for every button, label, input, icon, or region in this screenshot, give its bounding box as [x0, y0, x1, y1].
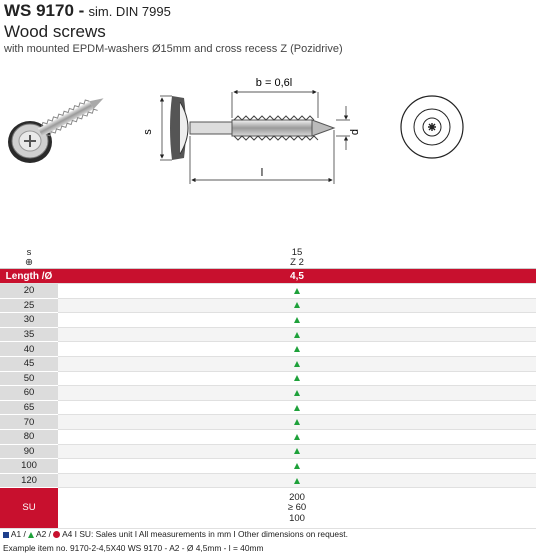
a2-available-icon [294, 317, 300, 323]
product-code: WS 9170 - [4, 1, 85, 20]
length-value: 60 [0, 386, 58, 401]
availability-cell [58, 459, 536, 474]
screw-photo [8, 92, 107, 163]
length-value: 65 [0, 400, 58, 415]
length-row [0, 429, 536, 444]
length-row [0, 386, 536, 401]
availability-cell [58, 356, 536, 371]
availability-cell [58, 415, 536, 430]
su-label: SU [0, 488, 58, 529]
legend-text: I SU: Sales unit I All measurements in mm I Other dimensions on request. [74, 529, 348, 539]
length-value: 100 [0, 459, 58, 474]
product-title: Wood screws [4, 22, 106, 41]
dim-l-label: l [260, 167, 264, 179]
length-row [0, 298, 536, 313]
legend-sep: / [23, 529, 26, 539]
length-row [0, 444, 536, 459]
s-symbol: s [26, 247, 32, 258]
length-row [0, 356, 536, 371]
length-row [0, 459, 536, 474]
screw-top-view [401, 96, 463, 158]
legend [3, 529, 348, 539]
a2-available-icon [294, 361, 300, 367]
availability-cell [58, 386, 536, 401]
availability-cell [58, 444, 536, 459]
su-values [58, 488, 536, 529]
a2-triangle-icon [28, 532, 34, 538]
a2-available-icon [294, 419, 300, 425]
legend-a2: A2 [35, 529, 47, 539]
a2-available-icon [294, 478, 300, 484]
length-value: 45 [0, 356, 58, 371]
header-row-drive [0, 258, 536, 269]
length-value: 90 [0, 444, 58, 459]
length-value: 40 [0, 342, 58, 357]
su-value: 100 [289, 512, 305, 524]
screw-side-drawing [160, 92, 350, 184]
header [4, 2, 343, 55]
legend-sep: / [48, 529, 51, 539]
s-value: 15 [291, 247, 303, 258]
length-value: 120 [0, 473, 58, 488]
availability-cell [58, 429, 536, 444]
length-value: 35 [0, 327, 58, 342]
availability-cell [58, 298, 536, 313]
drive-value: Z 2 [58, 258, 536, 269]
length-row [0, 313, 536, 328]
length-row [0, 473, 536, 488]
availability-cell [58, 473, 536, 488]
dim-s-label: s [142, 129, 154, 135]
a2-available-icon [294, 346, 300, 352]
su-value: ≥ 60 [287, 502, 307, 514]
availability-cell [58, 371, 536, 386]
length-value: 25 [0, 298, 58, 313]
a2-available-icon [294, 332, 300, 338]
a2-available-icon [294, 302, 300, 308]
a2-available-icon [294, 434, 300, 440]
dim-d-label: d [349, 128, 361, 136]
length-row [0, 342, 536, 357]
length-value: 80 [0, 429, 58, 444]
header-row-s [0, 248, 536, 258]
length-value: 70 [0, 415, 58, 430]
a2-available-icon [294, 448, 300, 454]
length-value: 20 [0, 284, 58, 299]
length-diameter-label: Length /Ø [0, 269, 58, 284]
standard-ref: sim. DIN 7995 [88, 4, 171, 19]
example-item: Example item no. 9170-2-4,5X40 WS 9170 - A2 - Ø 4,5mm - l = 40mm [3, 543, 264, 553]
diameter-row [0, 269, 536, 284]
length-value: 50 [0, 371, 58, 386]
length-row [0, 415, 536, 430]
drive-icon: ⊕ [0, 258, 58, 269]
availability-cell [58, 342, 536, 357]
availability-cell [58, 313, 536, 328]
length-row [0, 284, 536, 299]
length-row [0, 327, 536, 342]
length-row [0, 371, 536, 386]
a2-available-icon [294, 405, 300, 411]
a2-available-icon [294, 390, 300, 396]
legend-a1: A1 [10, 529, 22, 539]
a2-available-icon [294, 375, 300, 381]
dim-b-label: b = 0,6l [255, 77, 293, 89]
availability-cell [58, 327, 536, 342]
diameter-value: 4,5 [58, 269, 536, 284]
product-description: with mounted EPDM-washers Ø15mm and cross recess Z (Pozidrive) [4, 43, 343, 55]
availability-cell [58, 284, 536, 299]
sales-unit-row [0, 488, 536, 529]
availability-cell [58, 400, 536, 415]
a2-available-icon [294, 288, 300, 294]
su-value: 200 [289, 491, 305, 503]
title-line [4, 2, 343, 21]
a2-available-icon [294, 463, 300, 469]
a4-circle-icon [53, 531, 60, 538]
legend-a4: A4 [62, 529, 73, 539]
length-value: 30 [0, 313, 58, 328]
a1-square-icon [3, 532, 9, 538]
length-row [0, 400, 536, 415]
length-rows [0, 284, 536, 488]
spec-table [0, 248, 536, 529]
technical-drawings [0, 62, 536, 242]
